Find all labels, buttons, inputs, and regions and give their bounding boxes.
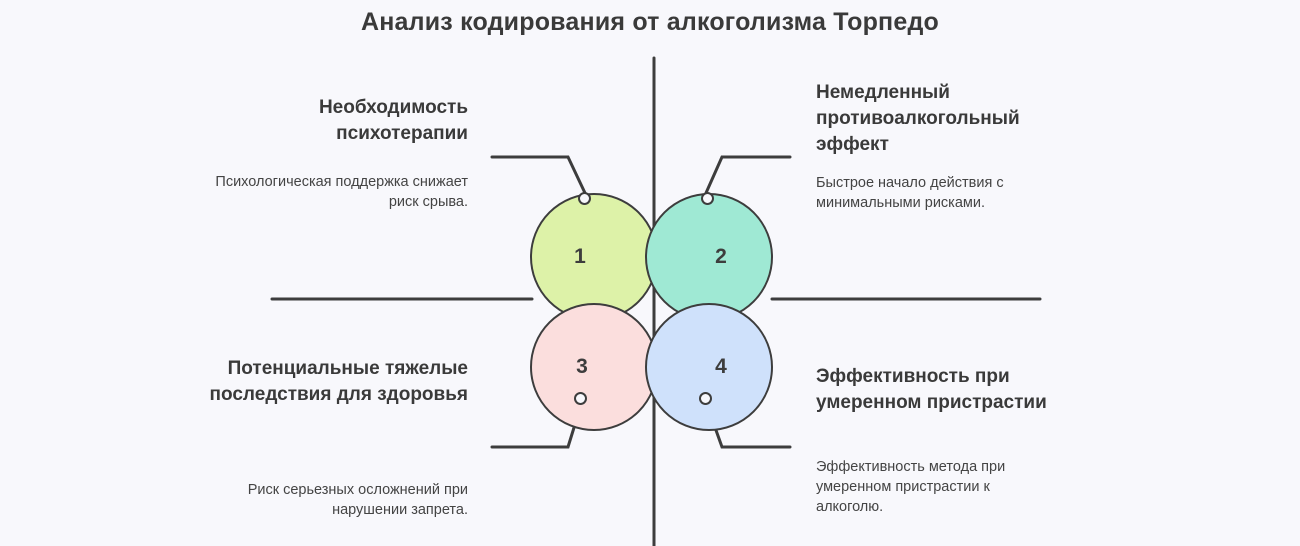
page-title: Анализ кодирования от алкоголизма Торпедо — [361, 8, 939, 36]
venn-circle-4[interactable] — [645, 303, 773, 431]
connector-dot-2 — [701, 192, 714, 205]
connector-dot-4 — [699, 392, 712, 405]
item-1-heading: Необходимость психотерапии — [318, 97, 468, 144]
item-4-body: Эффективность метода при умеренном пристрастии к алкоголю. — [816, 459, 1006, 515]
item-3-heading: Потенциальные тяжелые последствия для здоровья — [209, 358, 468, 405]
venn-circle-2[interactable] — [645, 193, 773, 321]
item-1-body: Психологическая поддержка снижает риск срыва. — [215, 174, 468, 210]
item-4-heading: Эффективность при умеренном пристрастии — [816, 366, 1047, 413]
venn-circle-1[interactable] — [530, 193, 658, 321]
item-2-heading: Немедленный противоалкогольный эффект — [816, 82, 1020, 155]
venn-circle-1-number: 1 — [574, 245, 586, 268]
item-2-body: Быстрое начало действия с минимальными рисками. — [816, 175, 1004, 211]
connector-dot-3 — [574, 392, 587, 405]
venn-circle-3-number: 3 — [576, 355, 588, 378]
item-3-body: Риск серьезных осложнений при нарушении запрета. — [247, 482, 468, 518]
venn-circle-3[interactable] — [530, 303, 658, 431]
venn-circle-4-number: 4 — [715, 355, 727, 378]
venn-circle-2-number: 2 — [715, 245, 727, 268]
connector-dot-1 — [578, 192, 591, 205]
